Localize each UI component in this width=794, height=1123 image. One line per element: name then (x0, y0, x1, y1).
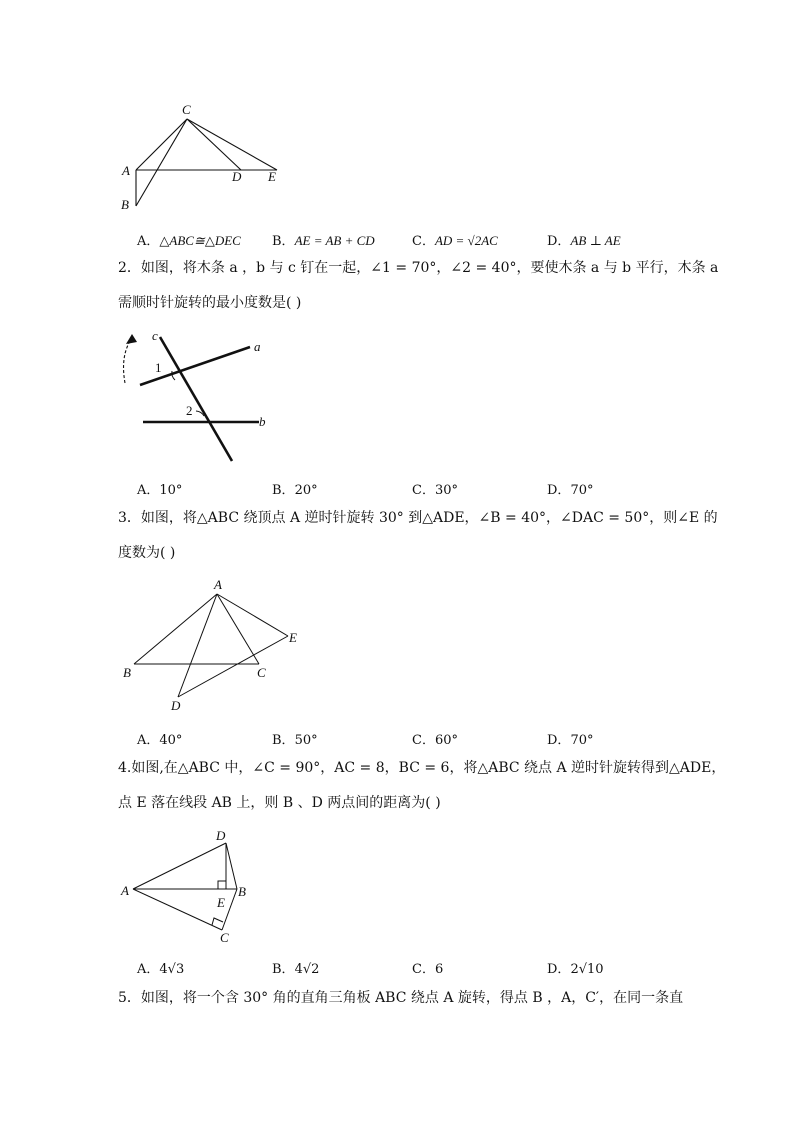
q4-right-angle-C (212, 918, 223, 925)
q1-figure (110, 100, 300, 220)
q1-label-A: A (122, 163, 130, 178)
q4-line-AC (133, 889, 222, 930)
q2-rotate-arrow (124, 338, 132, 383)
q3-option-c[interactable]: C．60° (412, 733, 458, 748)
q3-line-DE (178, 636, 288, 697)
q4-label-D: D (216, 828, 226, 843)
q3-line-AB (134, 594, 217, 664)
q2-option-a[interactable]: A．10° (137, 483, 183, 498)
q1-label-B: B (121, 197, 129, 212)
q3-stem-line1: 3．如图，将△ABC 绕顶点 A 逆时针旋转 30° 到△ADE，∠B = 40°，∠DAC = 50°，则∠E 的 (118, 510, 718, 526)
q3-line-AE (217, 594, 288, 636)
q2-option-d[interactable]: D．70° (547, 483, 594, 498)
q1-label-D: D (232, 169, 242, 184)
q4-diagram (110, 825, 270, 950)
q4-label-B: B (238, 884, 246, 899)
q2-label-a: a (254, 339, 261, 354)
q4-option-c[interactable]: C．6 (412, 962, 444, 977)
q2-figure (110, 325, 280, 465)
q3-option-d[interactable]: D．70° (547, 733, 594, 748)
q2-label-c: c (152, 328, 158, 343)
q1-option-b[interactable]: B．AE = AB + CD (272, 233, 375, 249)
q1-label-C: C (182, 102, 191, 117)
q4-label-E: E (217, 895, 225, 910)
q1-option-c[interactable]: C．AD = √2AC (412, 233, 498, 249)
q3-line-AC (217, 594, 259, 664)
q1-option-a[interactable]: A．△ABC≅△DEC (137, 233, 241, 249)
q2-option-c[interactable]: C．30° (412, 483, 458, 498)
q4-stem-line2: 点 E 落在线段 AB 上，则 B 、D 两点间的距离为( ) (118, 795, 441, 811)
q2-label-b: b (259, 414, 266, 429)
q3-label-A: A (214, 578, 222, 592)
q2-label-angle2: 2 (186, 403, 193, 418)
q1-label-E: E (268, 169, 276, 184)
q2-rotate-arrowhead (126, 334, 137, 344)
q4-label-C: C (220, 930, 229, 945)
q4-label-A: A (121, 883, 129, 898)
q4-option-d[interactable]: D．2√10 (547, 962, 604, 977)
q2-label-angle1: 1 (155, 360, 162, 375)
q3-figure (110, 578, 310, 718)
q1-diagram (110, 100, 300, 220)
q4-stem-line1: 4.如图,在△ABC 中，∠C = 90°，AC = 8，BC = 6，将△ABC 绕点 A 逆时针旋转得到△ADE， (118, 760, 726, 776)
q3-label-B: B (123, 665, 131, 680)
q2-stem-line1: 2．如图，将木条 a ，b 与 c 钉在一起，∠1 = 70°，∠2 = 40°，要使木条 a 与 b 平行，木条 a (118, 260, 719, 276)
q3-label-C: C (257, 665, 266, 680)
q3-option-b[interactable]: B．50° (272, 733, 318, 748)
q2-option-b[interactable]: B．20° (272, 483, 318, 498)
q4-option-a[interactable]: A．4√3 (137, 962, 185, 977)
q3-option-a[interactable]: A．40° (137, 733, 183, 748)
q4-figure (110, 825, 270, 950)
q1-option-d[interactable]: D．AB ⊥ AE (547, 233, 621, 249)
q4-line-AD (133, 843, 226, 889)
q4-right-angle-E (218, 881, 226, 889)
q2-diagram (110, 325, 280, 465)
q1-line-CE (187, 119, 277, 170)
q5-stem-line1: 5．如图，将一个含 30° 角的直角三角板 ABC 绕点 A 旋转，得点 B ，A，C′，在同一条直 (118, 990, 684, 1006)
q3-label-E: E (289, 630, 297, 645)
q3-label-D: D (171, 698, 181, 713)
q3-diagram (110, 578, 310, 718)
q2-stem-line2: 需顺时针旋转的最小度数是( ) (118, 295, 302, 311)
q4-line-DB (226, 843, 237, 889)
q3-stem-line2: 度数为( ) (118, 545, 176, 561)
q4-option-b[interactable]: B．4√2 (272, 962, 320, 977)
q3-line-AD (178, 594, 217, 697)
